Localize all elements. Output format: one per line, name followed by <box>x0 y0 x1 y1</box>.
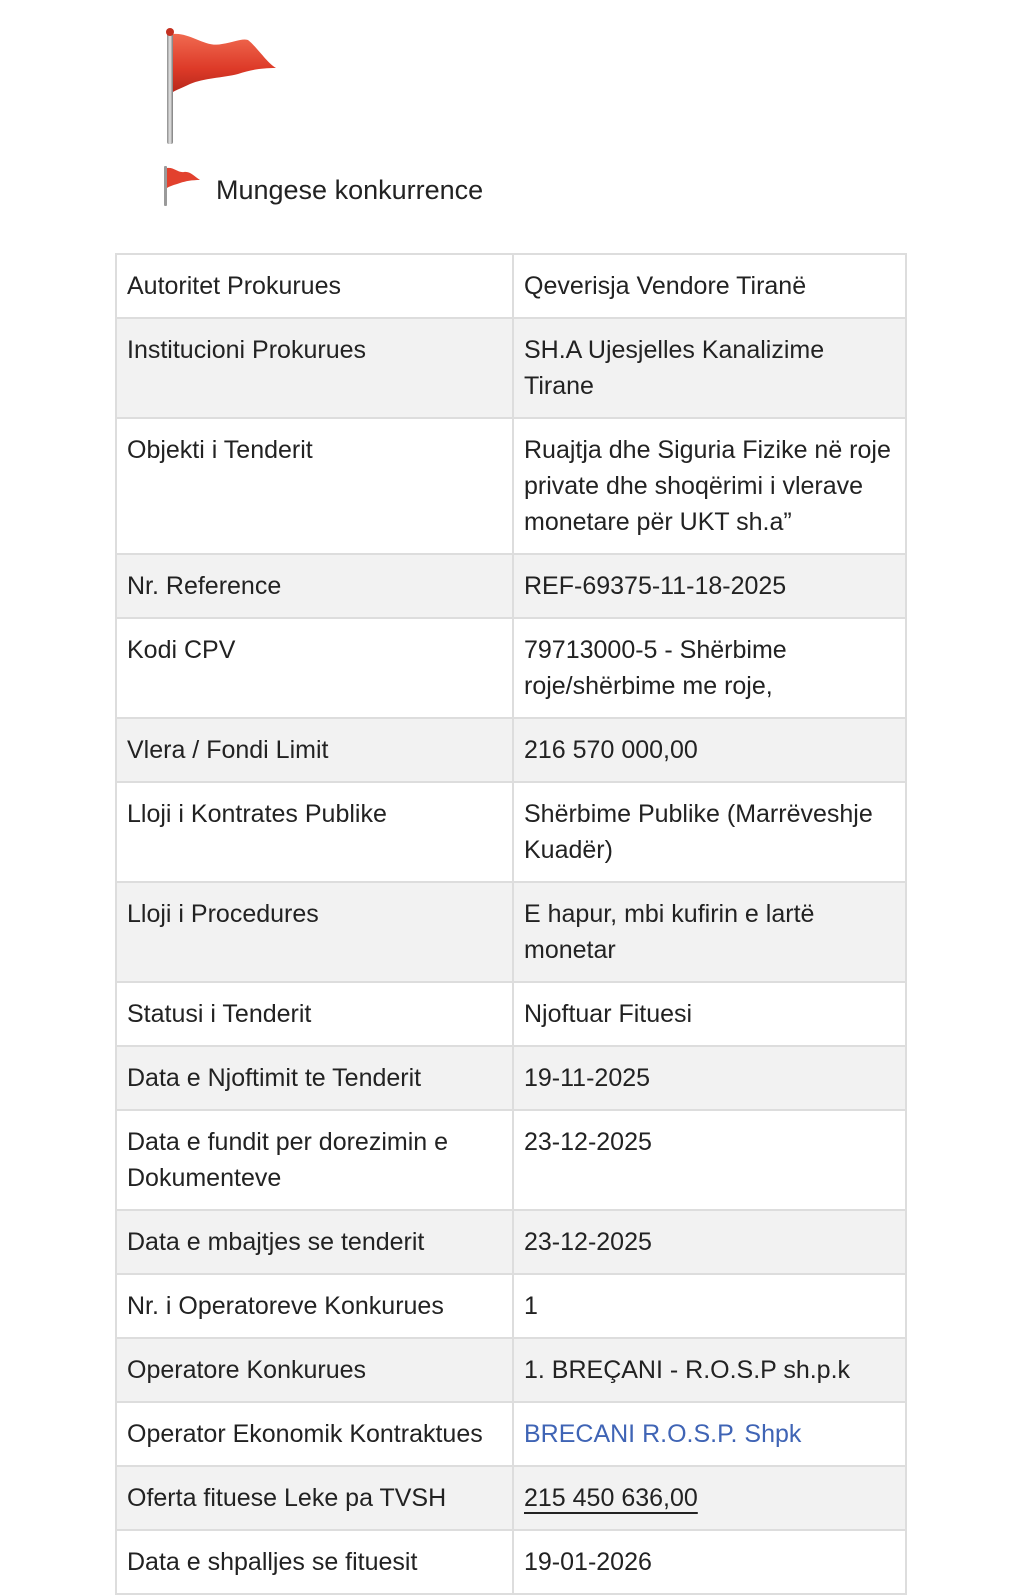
table-row <box>116 1274 906 1338</box>
row-value-cell <box>513 1466 906 1530</box>
row-value: Qeverisja Vendore Tiranë <box>513 254 906 318</box>
table-row <box>116 1046 906 1110</box>
row-label: Vlera / Fondi Limit <box>116 718 513 782</box>
row-value: 216 570 000,00 <box>513 718 906 782</box>
table-row <box>116 882 906 982</box>
row-label: Lloji i Kontrates Publike <box>116 782 513 882</box>
row-value: 19-01-2026 <box>513 1530 906 1594</box>
row-value: SH.A Ujesjelles Kanalizime Tirane <box>513 318 906 418</box>
row-value: Ruajtja dhe Siguria Fizike në roje private dhe shoqërimi i vlerave monetare për UKT sh.a” <box>513 418 906 554</box>
table-row <box>116 254 906 318</box>
table-row <box>116 782 906 882</box>
table-row <box>116 554 906 618</box>
row-value: 79713000-5 - Shërbime roje/shërbime me roje, <box>513 618 906 718</box>
row-value: REF-69375-11-18-2025 <box>513 554 906 618</box>
row-label: Objekti i Tenderit <box>116 418 513 554</box>
table-row <box>116 618 906 718</box>
table-row <box>116 418 906 554</box>
row-value: Shërbime Publike (Marrëveshje Kuadër) <box>513 782 906 882</box>
row-label: Statusi i Tenderit <box>116 982 513 1046</box>
table-row <box>116 1530 906 1594</box>
table-row <box>116 1110 906 1210</box>
row-value: 1. BREÇANI - R.O.S.P sh.p.k <box>513 1338 906 1402</box>
row-label: Institucioni Prokurues <box>116 318 513 418</box>
row-label: Oferta fituese Leke pa TVSH <box>116 1466 513 1530</box>
tender-details-table <box>115 253 907 1595</box>
table-row <box>116 1210 906 1274</box>
row-value: 1 <box>513 1274 906 1338</box>
row-value: Njoftuar Fituesi <box>513 982 906 1046</box>
status-flag-row <box>160 164 483 208</box>
row-label: Kodi CPV <box>116 618 513 718</box>
table-row <box>116 318 906 418</box>
row-value: 23-12-2025 <box>513 1110 906 1210</box>
row-label: Operatore Konkurues <box>116 1338 513 1402</box>
status-label: Mungese konkurrence <box>216 174 484 205</box>
table-row <box>116 1466 906 1530</box>
row-label: Lloji i Procedures <box>116 882 513 982</box>
row-label: Autoritet Prokurues <box>116 254 513 318</box>
contractor-link[interactable]: BRECANI R.O.S.P. Shpk <box>524 1420 802 1448</box>
table-row <box>116 718 906 782</box>
table-row <box>116 1338 906 1402</box>
table-row <box>116 1402 906 1466</box>
row-label: Nr. i Operatoreve Konkurues <box>116 1274 513 1338</box>
row-label: Data e shpalljes se fituesit <box>116 1530 513 1594</box>
row-label: Data e fundit per dorezimin e Dokumenteve <box>116 1110 513 1210</box>
table-row <box>116 982 906 1046</box>
row-value: 23-12-2025 <box>513 1210 906 1274</box>
row-label: Data e mbajtjes se tenderit <box>116 1210 513 1274</box>
small-red-flag-icon <box>160 164 204 208</box>
row-label: Operator Ekonomik Kontraktues <box>116 1402 513 1466</box>
row-label: Data e Njoftimit te Tenderit <box>116 1046 513 1110</box>
row-value: E hapur, mbi kufirin e lartë monetar <box>513 882 906 982</box>
row-value: 19-11-2025 <box>513 1046 906 1110</box>
red-flag-icon <box>160 26 280 146</box>
row-label: Nr. Reference <box>116 554 513 618</box>
winning-offer-value[interactable]: 215 450 636,00 <box>524 1484 698 1512</box>
row-value-cell <box>513 1402 906 1466</box>
